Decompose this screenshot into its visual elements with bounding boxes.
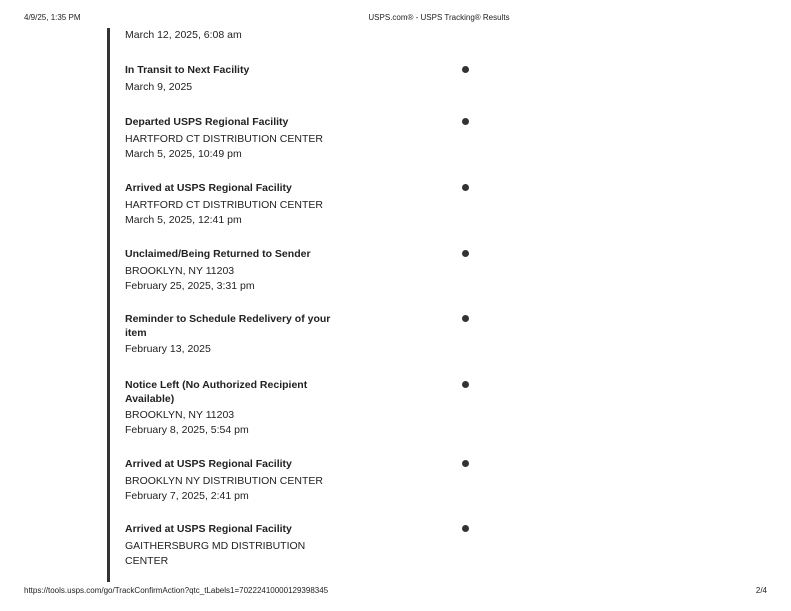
event-status: In Transit to Next Facility <box>125 64 250 76</box>
event-date: March 5, 2025, 12:41 pm <box>125 213 242 226</box>
event-status: Notice Left (No Authorized Recipient Available) <box>125 379 308 405</box>
print-header <box>0 13 791 25</box>
tracking-event-carryover <box>125 28 242 43</box>
event-date: February 25, 2025, 3:31 pm <box>125 279 255 292</box>
event-date: March 12, 2025, 6:08 am <box>125 29 242 41</box>
tracking-event <box>125 458 340 504</box>
tracking-event <box>125 248 340 294</box>
tracking-event <box>125 379 340 438</box>
event-date: February 13, 2025 <box>125 343 211 355</box>
page-number: 2/4 <box>755 586 767 595</box>
timeline-dot-icon <box>462 66 469 73</box>
event-status: Reminder to Schedule Redelivery of your item <box>125 313 331 339</box>
timeline-dot-icon <box>462 118 469 125</box>
event-date: March 9, 2025 <box>125 80 193 93</box>
print-footer <box>0 586 791 598</box>
timeline-bar <box>107 28 110 582</box>
print-datetime: 4/9/25, 1:35 PM <box>24 13 81 22</box>
tracking-event <box>125 523 340 569</box>
event-status: Unclaimed/Being Returned to Sender <box>125 248 311 260</box>
event-status: Arrived at USPS Regional Facility <box>125 458 292 470</box>
timeline-dot-icon <box>462 381 469 388</box>
event-date: March 5, 2025, 10:49 pm <box>125 147 242 160</box>
tracking-event <box>125 313 340 357</box>
event-date: February 8, 2025, 5:54 pm <box>125 424 249 436</box>
event-status: Arrived at USPS Regional Facility <box>125 182 292 194</box>
event-location: HARTFORD CT DISTRIBUTION CENTER <box>125 132 323 145</box>
event-date: February 7, 2025, 2:41 pm <box>125 489 249 502</box>
tracking-event <box>125 182 340 228</box>
event-location: BROOKLYN NY DISTRIBUTION CENTER <box>125 474 323 487</box>
event-location: BROOKLYN, NY 11203 <box>125 264 235 277</box>
event-status: Arrived at USPS Regional Facility <box>125 523 292 535</box>
timeline-dot-icon <box>462 460 469 467</box>
event-status: Departed USPS Regional Facility <box>125 116 289 128</box>
event-location: HARTFORD CT DISTRIBUTION CENTER <box>125 198 323 211</box>
event-location: BROOKLYN, NY 11203 <box>125 409 235 421</box>
tracking-event <box>125 64 340 95</box>
timeline-dot-icon <box>462 250 469 257</box>
event-location: GAITHERSBURG MD DISTRIBUTION CENTER <box>125 539 306 567</box>
timeline-dot-icon <box>462 525 469 532</box>
tracking-event <box>125 116 340 162</box>
timeline-dot-icon <box>462 184 469 191</box>
page-title: USPS.com® - USPS Tracking® Results <box>368 13 510 22</box>
timeline-dot-icon <box>462 315 469 322</box>
page-url[interactable]: https://tools.usps.com/go/TrackConfirmAction?qtc_tLabels1=70222410000129398345 <box>24 586 329 595</box>
